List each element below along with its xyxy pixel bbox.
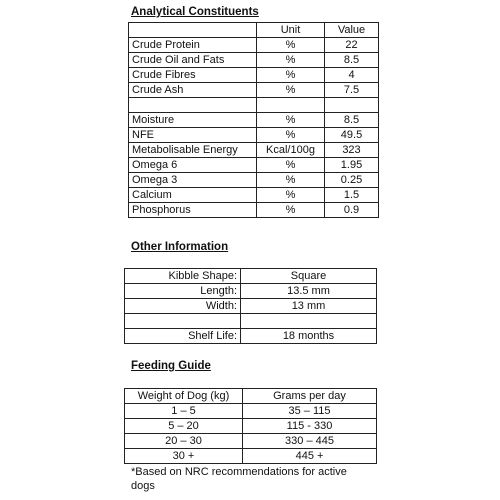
nutrient-value: 22 (325, 38, 379, 53)
nutrient-unit: % (257, 188, 325, 203)
other-info-table (124, 268, 377, 344)
analytical-header-value: Value (325, 23, 379, 38)
nutrient-value: 0.25 (325, 173, 379, 188)
table-row (129, 38, 379, 53)
table-row (125, 419, 377, 434)
nutrient-name: Crude Ash (129, 83, 257, 98)
nutrient-value: 1.5 (325, 188, 379, 203)
nutrient-name: Metabolisable Energy (129, 143, 257, 158)
nutrient-name: Omega 3 (129, 173, 257, 188)
table-row (129, 203, 379, 218)
table-row (125, 404, 377, 419)
table-row (125, 329, 377, 344)
nutrient-value (325, 98, 379, 113)
nutrient-unit: % (257, 38, 325, 53)
dog-weight: 20 – 30 (125, 434, 243, 449)
nutrient-value: 8.5 (325, 53, 379, 68)
info-value: 13 mm (241, 299, 377, 314)
nutrient-unit: % (257, 203, 325, 218)
table-row (125, 449, 377, 464)
analytical-heading: Analytical Constituents (131, 6, 259, 18)
feeding-footnote (131, 465, 347, 493)
grams-per-day: 445 + (243, 449, 377, 464)
nutrient-unit: Kcal/100g (257, 143, 325, 158)
info-label (125, 314, 241, 329)
table-row (129, 68, 379, 83)
footnote-line-1: *Based on NRC recommendations for active (131, 466, 347, 478)
table-row (125, 284, 377, 299)
nutrient-value: 7.5 (325, 83, 379, 98)
nutrient-name: Phosphorus (129, 203, 257, 218)
table-row-spacer (125, 314, 377, 329)
nutrient-name: Omega 6 (129, 158, 257, 173)
nutrient-unit: % (257, 173, 325, 188)
info-label: Width: (125, 299, 241, 314)
info-label: Kibble Shape: (125, 269, 241, 284)
nutrient-name: Moisture (129, 113, 257, 128)
footnote-line-2: dogs (131, 480, 155, 492)
weight-header: Weight of Dog (kg) (125, 389, 243, 404)
nutrient-value: 4 (325, 68, 379, 83)
table-row (129, 128, 379, 143)
table-row (129, 53, 379, 68)
grams-per-day: 330 – 445 (243, 434, 377, 449)
nutrient-name: Calcium (129, 188, 257, 203)
table-row (129, 143, 379, 158)
analytical-header-row (129, 23, 379, 38)
nutrient-name: NFE (129, 128, 257, 143)
feeding-header-row (125, 389, 377, 404)
info-label: Shelf Life: (125, 329, 241, 344)
table-row (129, 83, 379, 98)
grams-per-day: 35 – 115 (243, 404, 377, 419)
analytical-header-unit: Unit (257, 23, 325, 38)
dog-weight: 5 – 20 (125, 419, 243, 434)
nutrient-name: Crude Oil and Fats (129, 53, 257, 68)
dog-weight: 30 + (125, 449, 243, 464)
info-value: Square (241, 269, 377, 284)
info-value: 13.5 mm (241, 284, 377, 299)
table-row (125, 299, 377, 314)
info-value (241, 314, 377, 329)
analytical-table (128, 22, 379, 218)
table-row (129, 188, 379, 203)
nutrient-value: 8.5 (325, 113, 379, 128)
table-row (129, 113, 379, 128)
feeding-guide-heading: Feeding Guide (131, 360, 211, 372)
nutrient-value: 323 (325, 143, 379, 158)
nutrient-value: 1.95 (325, 158, 379, 173)
nutrient-unit: % (257, 68, 325, 83)
nutrient-name: Crude Protein (129, 38, 257, 53)
nutrient-unit: % (257, 83, 325, 98)
nutrient-unit (257, 98, 325, 113)
table-row (129, 158, 379, 173)
nutrient-unit: % (257, 113, 325, 128)
table-row (125, 269, 377, 284)
dog-weight: 1 – 5 (125, 404, 243, 419)
nutrient-unit: % (257, 128, 325, 143)
table-row (125, 434, 377, 449)
grams-header: Grams per day (243, 389, 377, 404)
nutrient-value: 49.5 (325, 128, 379, 143)
grams-per-day: 115 - 330 (243, 419, 377, 434)
feeding-guide-table (124, 388, 377, 464)
info-label: Length: (125, 284, 241, 299)
nutrient-unit: % (257, 158, 325, 173)
info-value: 18 months (241, 329, 377, 344)
analytical-header-name (129, 23, 257, 38)
nutrient-name: Crude Fibres (129, 68, 257, 83)
nutrient-name (129, 98, 257, 113)
nutrient-value: 0.9 (325, 203, 379, 218)
nutrient-unit: % (257, 53, 325, 68)
table-row (129, 173, 379, 188)
other-info-heading: Other Information (131, 241, 229, 253)
table-row-spacer (129, 98, 379, 113)
